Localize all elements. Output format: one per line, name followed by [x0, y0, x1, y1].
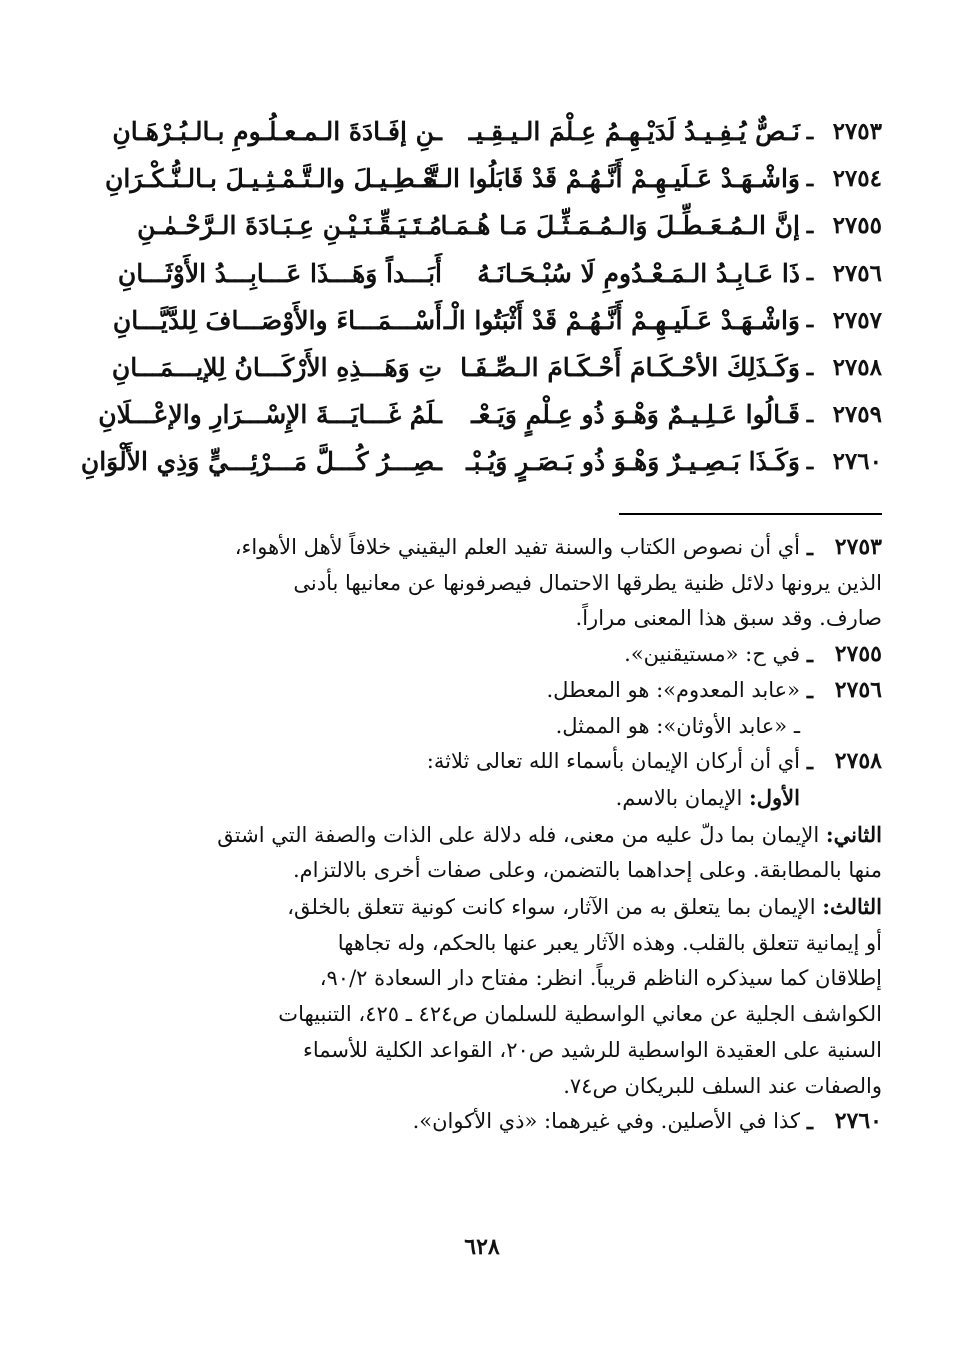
footnote-2760 — [82, 1104, 882, 1140]
verse-second-hemistich: مُـتَـيَـقِّـنَـيْـنِ عِـبَـادَةَ الـرَّحْـمٰـنِ — [137, 211, 442, 241]
footnote-item-second — [82, 817, 882, 854]
verse-first-hemistich: إنَّ الـمُـعَـطِّـلَ وَالـمُـمَـثِّـلَ مَـا هُـمَـا — [440, 211, 800, 241]
footnote-subline — [82, 709, 882, 745]
footnote-line: منها بالمطابقة. وعلى إحداهما بالتضمن، وعلى صفات أخرى بالالتزام. — [292, 858, 882, 883]
verse-second-hemistich: ـعْـطِـيـلَ والـتَّـمْـثِـيـلَ بـالـنُّـكْـرَانِ — [105, 164, 442, 194]
item-label: الثالث: — [822, 894, 882, 920]
verse-number: ٢٧٥٧ — [832, 306, 882, 334]
verse-first-hemistich: نَـصٌّ يُـفِـيـدُ لَدَيْـهِـمُ عِـلْمَ الـيـقِـيـ — [468, 117, 800, 147]
footnote-number: ٢٧٥٨ — [834, 748, 882, 775]
verse-dash: ـ — [806, 118, 814, 145]
verse-line — [82, 155, 882, 202]
footnote-text: أي أن نصوص الكتاب والسنة تفيد العلم اليقيني خلافاً لأهل الأهواء، — [234, 535, 800, 559]
verse-dash: ـ — [806, 165, 814, 192]
footnote-line: صارف. وقد سبق هذا المعنى مراراً. — [575, 606, 882, 631]
item-text: الإيمان بما دلّ عليه من معنى، فله دلالة على الذات والصفة التي اشتق — [217, 822, 820, 847]
verse-line — [82, 391, 882, 438]
footnote-dash: ـ — [806, 642, 814, 668]
verse-line — [82, 202, 882, 249]
verse-first-hemistich: وَاشْـهَـدْ عَـلَيـهِـمْ أَنَّـهُـمْ قَدْ قَابَلُوا الـتَّـ — [423, 164, 800, 194]
footnote-number: ٢٧٥٦ — [834, 676, 882, 703]
footnote-line: إطلاقان كما سيذكره الناظم قريباً. انظر: مفتاح دار السعادة ٩٠/٢، — [319, 966, 882, 991]
footnote-text: «عابد المعدوم»: هو المعطل. — [546, 677, 800, 702]
verse-line — [82, 344, 882, 391]
verse-dash: ـ — [806, 354, 814, 381]
footnote-2758 — [82, 744, 882, 780]
item-label: الأول: — [749, 784, 800, 810]
verse-first-hemistich: قَـالُوا عَـلِـيـمٌ وَهْـوَ ذُو عِـلْمٍ وَيَـعْـ — [471, 400, 800, 430]
verse-dash: ـ — [806, 401, 814, 428]
footnote-line: والصفات عند السلف للبريكان ص٧٤. — [563, 1073, 882, 1098]
verse-first-hemistich: وَاشْـهَـدْ عَـلَيـهِـمْ أَنَّـهُـمْ قَدْ أَثْبَتُوا الْـ — [443, 305, 800, 335]
footnote-dash: ـ — [806, 1109, 814, 1135]
verse-line — [82, 108, 882, 155]
footnote-text: كذا في الأصلين. وفي غيرهما: «ذي الأكوان». — [412, 1109, 800, 1134]
verse-second-hemistich: تِ وَهَـــذِهِ الأَرْكَـــانُ لِلإيـــمَـــانِ — [111, 353, 442, 383]
footnote-text: ـ «عابد الأوثان»: هو الممثل. — [555, 713, 800, 738]
item-text: الإيمان بما يتعلق به من الآثار، سواء كانت كونية تتعلق بالخلق، — [287, 895, 816, 920]
footnotes — [82, 530, 882, 1140]
verse-line — [82, 250, 882, 297]
verse-second-hemistich: أَسْـــمَـــاءَ والأَوْصَـــافَ لِلدَّيَّـــانِ — [112, 305, 442, 335]
verse-number: ٢٧٥٣ — [832, 118, 882, 146]
verse-second-hemistich: ـصِـــرُ كُـــلَّ مَـــرْئِـــيٍّ وَذِي الأَلْوَانِ — [80, 447, 442, 477]
verse-dash: ـ — [806, 448, 814, 475]
verse-second-hemistich: أَبَـــداً وَهَـــذَا عَـــابِـــدُ الأَوْثَـــانِ — [117, 258, 442, 288]
footnote-number: ٢٧٥٣ — [834, 534, 882, 560]
verse-dash: ـ — [806, 212, 814, 239]
verse-first-hemistich: وَكَـذَلِكَ الأحْـكَـامَ أَحْـكَـامَ الـصِّـفَـا — [460, 353, 800, 383]
verse-number: ٢٧٥٦ — [832, 259, 882, 287]
verse-first-hemistich: وَكَـذَا بَـصِـيـرٌ وَهْـوَ ذُو بَـصَـرٍ وَيُـبْـ — [466, 447, 800, 477]
footnote-dash: ـ — [806, 677, 814, 703]
footnote-item-first — [82, 780, 882, 817]
footnote-text: أي أن أركان الإيمان بأسماء الله تعالى ثلاثة: — [426, 749, 800, 774]
verse-second-hemistich: ـنِ إفَـادَةَ الـمـعـلُـومِ بـالـبُـرْهَـانِ — [112, 117, 442, 147]
footnote-dash: ـ — [806, 749, 814, 775]
verse-line — [82, 297, 882, 344]
footnote-number: ٢٧٥٥ — [834, 641, 882, 668]
footnote-item-third — [82, 889, 882, 926]
footnote-line: السنية على العقيدة الواسطية للرشيد ص٢٠، القواعد الكلية للأسماء — [302, 1037, 882, 1062]
item-text: الإيمان بالاسم. — [615, 785, 743, 810]
page-number: ٦٢٨ — [464, 1234, 500, 1260]
footnote-2755 — [82, 637, 882, 673]
footnote-line: أو إيمانية تتعلق بالقلب. وهذه الآثار يعبر عنها بالحكم، وله تجاهها — [337, 930, 882, 955]
footnote-2753 — [82, 530, 882, 566]
verse-line — [82, 438, 882, 485]
footnote-line: الذين يرونها دلائل ظنية يطرقها الاحتمال فيصرفونها عن معانيها بأدنى — [293, 570, 882, 595]
verse-second-hemistich: ـلَمُ غَـــايَـــةَ الإِسْـــرَارِ والإعْـــلَانِ — [98, 400, 442, 430]
verse-number: ٢٧٥٩ — [832, 401, 882, 429]
verse-first-hemistich: ذَا عَـابِـدُ الـمَـعْـدُومِ لَا سُبْـحَـانَـهُ — [477, 258, 800, 288]
poem-verses — [82, 108, 882, 486]
footnote-dash: ـ — [806, 535, 814, 560]
verse-dash: ـ — [806, 260, 814, 287]
footnote-number: ٢٧٦٠ — [834, 1108, 882, 1135]
footnote-2756 — [82, 673, 882, 709]
footnote-text: في ح: «مستيقنين». — [624, 642, 800, 667]
verse-number: ٢٧٦٠ — [832, 448, 882, 476]
item-label: الثاني: — [825, 821, 882, 847]
footnote-line: الكواشف الجلية عن معاني الواسطية للسلمان ص٤٢٤ ـ ٤٢٥، التنبيهات — [278, 1002, 882, 1027]
verse-number: ٢٧٥٨ — [832, 354, 882, 382]
verse-number: ٢٧٥٤ — [832, 165, 882, 193]
footnote-separator — [619, 513, 882, 515]
verse-dash: ـ — [806, 307, 814, 334]
verse-number: ٢٧٥٥ — [832, 212, 882, 240]
